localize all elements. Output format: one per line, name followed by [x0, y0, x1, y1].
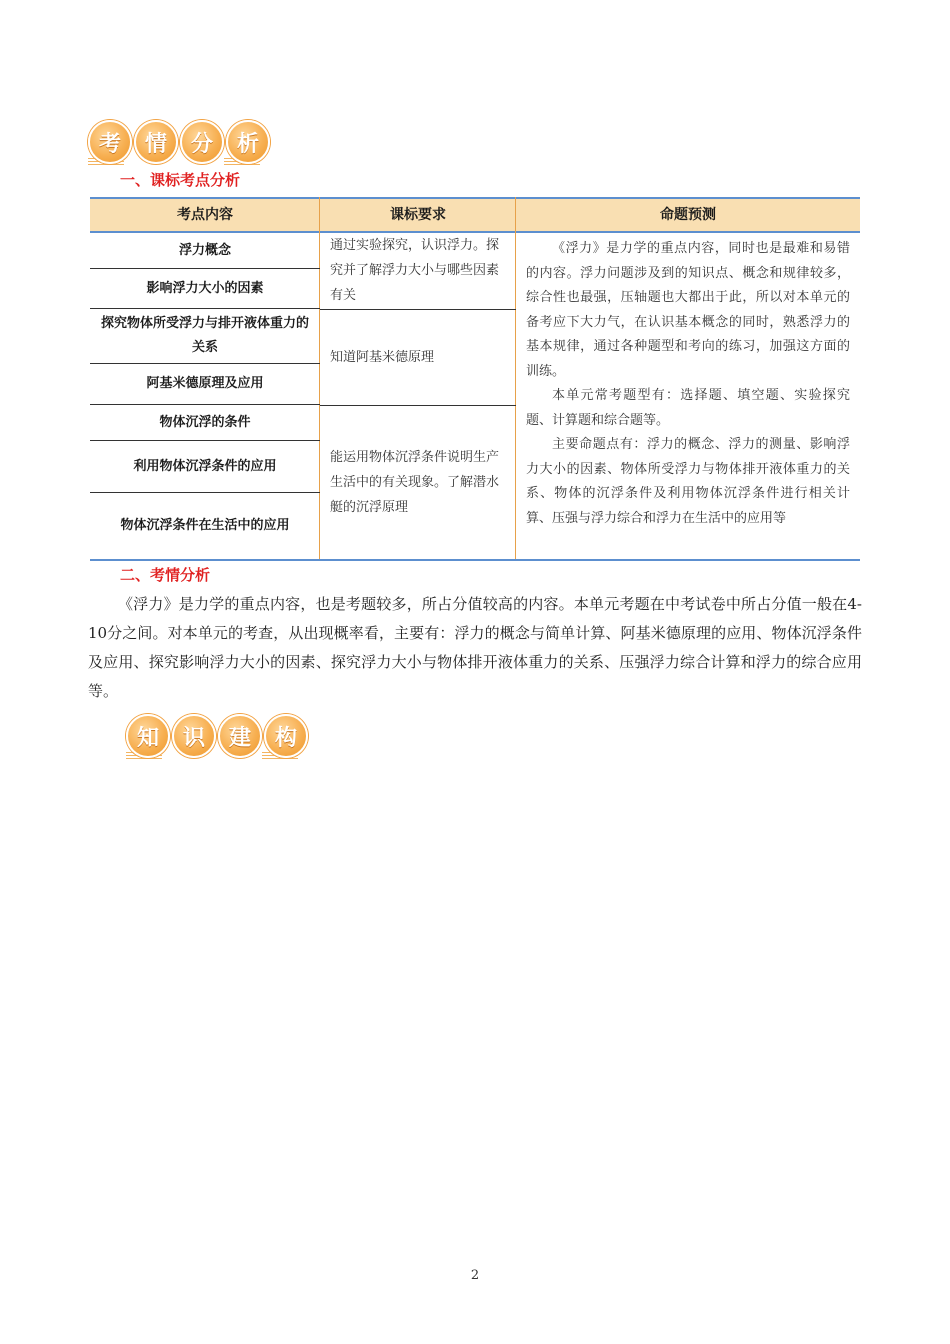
table-row-topic: 物体沉浮的条件: [90, 405, 320, 441]
banner-char: 识: [172, 714, 216, 758]
prediction-paragraph: 主要命题点有：浮力的概念、浮力的测量、影响浮力大小的因素、物体所受浮力与物体排开液体重力的关系、物体的沉浮条件及利用物体沉浮条件进行相关计算、压强与浮力综合和浮力在生活中的应用等: [526, 437, 850, 526]
page-number: 2: [470, 1268, 480, 1283]
section-heading-curriculum: 一、课标考点分析: [120, 171, 241, 189]
header-topic: 考点内容: [177, 207, 233, 223]
banner-char: 知: [126, 714, 170, 758]
table-cell-prediction: [516, 233, 860, 559]
table-row-topic: 浮力概念: [90, 233, 320, 269]
banner-char: 考: [88, 120, 132, 164]
banner-char: 构: [264, 714, 308, 758]
table-row-topic: 影响浮力大小的因素: [90, 269, 320, 309]
prediction-paragraph: 本单元常考题型有：选择题、填空题、实验探究题、计算题和综合题等。: [526, 388, 850, 428]
exam-analysis-paragraph: 《浮力》是力学的重点内容，也是考题较多，所占分值较高的内容。本单元考题在中考试卷中所占分值一般在4-10分之间。对本单元的考查，从出现概率看，主要有：浮力的概念与简单计算、阿基米德原理的应用、物体沉浮条件及应用、探究影响浮力大小的因素、探究浮力大小与物体排开液体重力的关系、压强浮力综合计算和浮力的综合应用等。: [88, 595, 862, 700]
table-row-topic: 利用物体沉浮条件的应用: [90, 441, 320, 493]
table-row-topic: 物体沉浮条件在生活中的应用: [120, 518, 290, 533]
table-cell-requirement: 知道阿基米德原理: [330, 349, 435, 365]
table-row-topic: 探究物体所受浮力与排开液体重力的关系: [90, 309, 320, 364]
banner-char: 析: [226, 120, 270, 164]
table-cell-requirement: 能运用物体沉浮条件说明生产生活中的有关现象。了解潜水艇的沉浮原理: [330, 449, 500, 515]
table-row-topic: 阿基米德原理及应用: [90, 364, 320, 405]
section-banner-knowledge-structure: [126, 706, 308, 766]
banner-char: 建: [218, 714, 262, 758]
curriculum-table: [90, 197, 860, 563]
table-header: [90, 197, 860, 233]
header-prediction: 命题预测: [660, 207, 716, 223]
section-banner-exam-analysis: [88, 112, 270, 172]
section-heading-exam-analysis: 二、考情分析: [120, 566, 211, 584]
table-cell-requirement: 通过实验探究，认识浮力。探究并了解浮力大小与哪些因素有关: [330, 238, 500, 303]
header-requirement: 课标要求: [390, 207, 446, 223]
banner-char: 情: [134, 120, 178, 164]
prediction-paragraph: 《浮力》是力学的重点内容，同时也是最难和易错的内容。浮力问题涉及到的知识点、概念和规律较多，综合性也最强，压轴题也大都出于此，所以对本单元的备考应下大力气，在认识基本概念的同时，熟悉浮力的基本规律，通过各种题型和考向的练习，加强这方面的训练。: [526, 241, 850, 379]
banner-char: 分: [180, 120, 224, 164]
